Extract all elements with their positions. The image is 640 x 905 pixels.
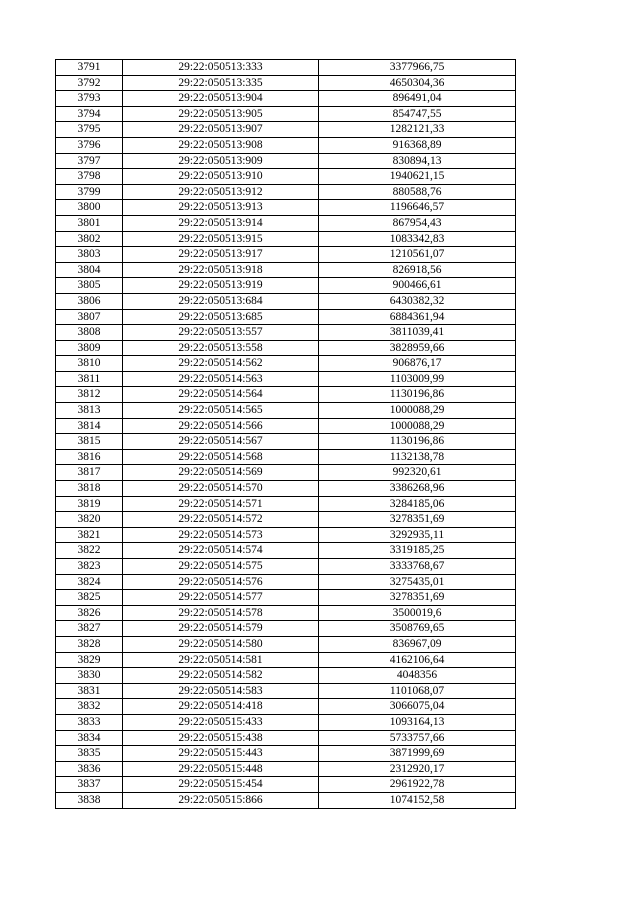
value-cell: 3508769,65 bbox=[319, 621, 516, 637]
value-cell: 3377966,75 bbox=[319, 60, 516, 76]
cadastral-number-cell: 29:22:050514:574 bbox=[123, 543, 319, 559]
table-row bbox=[56, 91, 516, 107]
row-number-cell: 3808 bbox=[56, 325, 123, 341]
value-cell: 3811039,41 bbox=[319, 325, 516, 341]
cadastral-number-cell: 29:22:050513:915 bbox=[123, 231, 319, 247]
table-row bbox=[56, 621, 516, 637]
table-row bbox=[56, 434, 516, 450]
row-number-cell: 3797 bbox=[56, 153, 123, 169]
value-cell: 4162106,64 bbox=[319, 652, 516, 668]
value-cell: 3278351,69 bbox=[319, 590, 516, 606]
value-cell: 880588,76 bbox=[319, 184, 516, 200]
value-cell: 6430382,32 bbox=[319, 293, 516, 309]
row-number-cell: 3815 bbox=[56, 434, 123, 450]
cadastral-number-cell: 29:22:050514:563 bbox=[123, 371, 319, 387]
value-cell: 3066075,04 bbox=[319, 699, 516, 715]
row-number-cell: 3796 bbox=[56, 137, 123, 153]
row-number-cell: 3805 bbox=[56, 278, 123, 294]
table-row bbox=[56, 777, 516, 793]
value-cell: 830894,13 bbox=[319, 153, 516, 169]
value-cell: 900466,61 bbox=[319, 278, 516, 294]
cadastral-number-cell: 29:22:050514:568 bbox=[123, 449, 319, 465]
row-number-cell: 3811 bbox=[56, 371, 123, 387]
value-cell: 906876,17 bbox=[319, 356, 516, 372]
value-cell: 3500019,6 bbox=[319, 605, 516, 621]
cadastral-number-cell: 29:22:050515:448 bbox=[123, 761, 319, 777]
value-cell: 1130196,86 bbox=[319, 387, 516, 403]
row-number-cell: 3810 bbox=[56, 356, 123, 372]
cadastral-number-cell: 29:22:050513:904 bbox=[123, 91, 319, 107]
value-cell: 992320,61 bbox=[319, 465, 516, 481]
value-cell: 2961922,78 bbox=[319, 777, 516, 793]
cadastral-number-cell: 29:22:050514:579 bbox=[123, 621, 319, 637]
cadastral-number-cell: 29:22:050514:576 bbox=[123, 574, 319, 590]
cadastral-number-cell: 29:22:050514:564 bbox=[123, 387, 319, 403]
cadastral-number-cell: 29:22:050514:566 bbox=[123, 418, 319, 434]
value-cell: 3292935,11 bbox=[319, 527, 516, 543]
table-row bbox=[56, 340, 516, 356]
table-row bbox=[56, 60, 516, 76]
cadastral-number-cell: 29:22:050515:866 bbox=[123, 792, 319, 808]
cadastral-number-cell: 29:22:050514:570 bbox=[123, 481, 319, 497]
row-number-cell: 3832 bbox=[56, 699, 123, 715]
table-row bbox=[56, 761, 516, 777]
row-number-cell: 3824 bbox=[56, 574, 123, 590]
row-number-cell: 3814 bbox=[56, 418, 123, 434]
cadastral-number-cell: 29:22:050513:914 bbox=[123, 215, 319, 231]
cadastral-number-cell: 29:22:050513:905 bbox=[123, 106, 319, 122]
table-row bbox=[56, 75, 516, 91]
table-row bbox=[56, 169, 516, 185]
table-row bbox=[56, 449, 516, 465]
cadastral-value-table bbox=[55, 59, 516, 809]
row-number-cell: 3818 bbox=[56, 481, 123, 497]
row-number-cell: 3799 bbox=[56, 184, 123, 200]
value-cell: 1196646,57 bbox=[319, 200, 516, 216]
table-row bbox=[56, 309, 516, 325]
value-cell: 1103009,99 bbox=[319, 371, 516, 387]
cadastral-number-cell: 29:22:050513:558 bbox=[123, 340, 319, 356]
table-row bbox=[56, 356, 516, 372]
table-row bbox=[56, 527, 516, 543]
cadastral-number-cell: 29:22:050513:557 bbox=[123, 325, 319, 341]
value-cell: 4048356 bbox=[319, 668, 516, 684]
row-number-cell: 3792 bbox=[56, 75, 123, 91]
cadastral-number-cell: 29:22:050514:577 bbox=[123, 590, 319, 606]
table-row bbox=[56, 746, 516, 762]
cadastral-number-cell: 29:22:050514:573 bbox=[123, 527, 319, 543]
row-number-cell: 3823 bbox=[56, 559, 123, 575]
cadastral-number-cell: 29:22:050513:912 bbox=[123, 184, 319, 200]
row-number-cell: 3834 bbox=[56, 730, 123, 746]
row-number-cell: 3801 bbox=[56, 215, 123, 231]
cadastral-number-cell: 29:22:050513:919 bbox=[123, 278, 319, 294]
cadastral-number-cell: 29:22:050515:438 bbox=[123, 730, 319, 746]
row-number-cell: 3825 bbox=[56, 590, 123, 606]
row-number-cell: 3798 bbox=[56, 169, 123, 185]
value-cell: 2312920,17 bbox=[319, 761, 516, 777]
cadastral-number-cell: 29:22:050513:917 bbox=[123, 247, 319, 263]
row-number-cell: 3793 bbox=[56, 91, 123, 107]
row-number-cell: 3804 bbox=[56, 262, 123, 278]
value-cell: 1000088,29 bbox=[319, 418, 516, 434]
value-cell: 1000088,29 bbox=[319, 403, 516, 419]
value-cell: 5733757,66 bbox=[319, 730, 516, 746]
table-row bbox=[56, 153, 516, 169]
table-row bbox=[56, 792, 516, 808]
cadastral-number-cell: 29:22:050514:580 bbox=[123, 636, 319, 652]
row-number-cell: 3822 bbox=[56, 543, 123, 559]
document-table-container bbox=[55, 59, 515, 809]
table-row bbox=[56, 636, 516, 652]
value-cell: 916368,89 bbox=[319, 137, 516, 153]
table-row bbox=[56, 278, 516, 294]
row-number-cell: 3802 bbox=[56, 231, 123, 247]
value-cell: 4650304,36 bbox=[319, 75, 516, 91]
row-number-cell: 3803 bbox=[56, 247, 123, 263]
table-row bbox=[56, 714, 516, 730]
row-number-cell: 3806 bbox=[56, 293, 123, 309]
table-row bbox=[56, 325, 516, 341]
row-number-cell: 3816 bbox=[56, 449, 123, 465]
cadastral-number-cell: 29:22:050514:562 bbox=[123, 356, 319, 372]
cadastral-number-cell: 29:22:050515:454 bbox=[123, 777, 319, 793]
value-cell: 1101068,07 bbox=[319, 683, 516, 699]
table-row bbox=[56, 559, 516, 575]
value-cell: 3333768,67 bbox=[319, 559, 516, 575]
row-number-cell: 3829 bbox=[56, 652, 123, 668]
row-number-cell: 3800 bbox=[56, 200, 123, 216]
row-number-cell: 3812 bbox=[56, 387, 123, 403]
table-row bbox=[56, 683, 516, 699]
row-number-cell: 3836 bbox=[56, 761, 123, 777]
row-number-cell: 3817 bbox=[56, 465, 123, 481]
table-row bbox=[56, 418, 516, 434]
cadastral-number-cell: 29:22:050513:918 bbox=[123, 262, 319, 278]
table-row bbox=[56, 371, 516, 387]
cadastral-number-cell: 29:22:050515:433 bbox=[123, 714, 319, 730]
cadastral-number-cell: 29:22:050513:913 bbox=[123, 200, 319, 216]
table-row bbox=[56, 184, 516, 200]
value-cell: 3284185,06 bbox=[319, 496, 516, 512]
table-row bbox=[56, 247, 516, 263]
table-row bbox=[56, 543, 516, 559]
value-cell: 1130196,86 bbox=[319, 434, 516, 450]
value-cell: 1132138,78 bbox=[319, 449, 516, 465]
row-number-cell: 3833 bbox=[56, 714, 123, 730]
table-row bbox=[56, 668, 516, 684]
cadastral-number-cell: 29:22:050513:910 bbox=[123, 169, 319, 185]
value-cell: 867954,43 bbox=[319, 215, 516, 231]
table-row bbox=[56, 574, 516, 590]
table-row bbox=[56, 465, 516, 481]
table-row bbox=[56, 122, 516, 138]
row-number-cell: 3838 bbox=[56, 792, 123, 808]
table-row bbox=[56, 481, 516, 497]
table-body bbox=[56, 60, 516, 809]
value-cell: 3828959,66 bbox=[319, 340, 516, 356]
table-row bbox=[56, 403, 516, 419]
value-cell: 1074152,58 bbox=[319, 792, 516, 808]
table-row bbox=[56, 652, 516, 668]
row-number-cell: 3827 bbox=[56, 621, 123, 637]
row-number-cell: 3820 bbox=[56, 512, 123, 528]
row-number-cell: 3826 bbox=[56, 605, 123, 621]
cadastral-number-cell: 29:22:050513:335 bbox=[123, 75, 319, 91]
row-number-cell: 3830 bbox=[56, 668, 123, 684]
cadastral-number-cell: 29:22:050514:571 bbox=[123, 496, 319, 512]
value-cell: 6884361,94 bbox=[319, 309, 516, 325]
value-cell: 3278351,69 bbox=[319, 512, 516, 528]
table-row bbox=[56, 699, 516, 715]
cadastral-number-cell: 29:22:050513:909 bbox=[123, 153, 319, 169]
row-number-cell: 3819 bbox=[56, 496, 123, 512]
table-row bbox=[56, 387, 516, 403]
cadastral-number-cell: 29:22:050514:582 bbox=[123, 668, 319, 684]
table-row bbox=[56, 106, 516, 122]
row-number-cell: 3828 bbox=[56, 636, 123, 652]
table-row bbox=[56, 231, 516, 247]
value-cell: 3275435,01 bbox=[319, 574, 516, 590]
row-number-cell: 3794 bbox=[56, 106, 123, 122]
value-cell: 896491,04 bbox=[319, 91, 516, 107]
cadastral-number-cell: 29:22:050514:581 bbox=[123, 652, 319, 668]
row-number-cell: 3821 bbox=[56, 527, 123, 543]
value-cell: 826918,56 bbox=[319, 262, 516, 278]
table-row bbox=[56, 730, 516, 746]
table-row bbox=[56, 496, 516, 512]
cadastral-number-cell: 29:22:050514:575 bbox=[123, 559, 319, 575]
cadastral-number-cell: 29:22:050514:572 bbox=[123, 512, 319, 528]
row-number-cell: 3795 bbox=[56, 122, 123, 138]
row-number-cell: 3831 bbox=[56, 683, 123, 699]
value-cell: 1083342,83 bbox=[319, 231, 516, 247]
cadastral-number-cell: 29:22:050514:418 bbox=[123, 699, 319, 715]
cadastral-number-cell: 29:22:050513:908 bbox=[123, 137, 319, 153]
cadastral-number-cell: 29:22:050514:578 bbox=[123, 605, 319, 621]
row-number-cell: 3813 bbox=[56, 403, 123, 419]
value-cell: 3319185,25 bbox=[319, 543, 516, 559]
table-row bbox=[56, 200, 516, 216]
row-number-cell: 3791 bbox=[56, 60, 123, 76]
row-number-cell: 3835 bbox=[56, 746, 123, 762]
table-row bbox=[56, 512, 516, 528]
table-row bbox=[56, 137, 516, 153]
cadastral-number-cell: 29:22:050514:583 bbox=[123, 683, 319, 699]
row-number-cell: 3837 bbox=[56, 777, 123, 793]
value-cell: 1940621,15 bbox=[319, 169, 516, 185]
table-row bbox=[56, 293, 516, 309]
value-cell: 1282121,33 bbox=[319, 122, 516, 138]
cadastral-number-cell: 29:22:050514:569 bbox=[123, 465, 319, 481]
table-row bbox=[56, 262, 516, 278]
value-cell: 836967,09 bbox=[319, 636, 516, 652]
table-row bbox=[56, 590, 516, 606]
cadastral-number-cell: 29:22:050514:565 bbox=[123, 403, 319, 419]
value-cell: 854747,55 bbox=[319, 106, 516, 122]
cadastral-number-cell: 29:22:050515:443 bbox=[123, 746, 319, 762]
value-cell: 1093164,13 bbox=[319, 714, 516, 730]
value-cell: 3386268,96 bbox=[319, 481, 516, 497]
row-number-cell: 3807 bbox=[56, 309, 123, 325]
value-cell: 1210561,07 bbox=[319, 247, 516, 263]
cadastral-number-cell: 29:22:050513:684 bbox=[123, 293, 319, 309]
cadastral-number-cell: 29:22:050513:907 bbox=[123, 122, 319, 138]
cadastral-number-cell: 29:22:050514:567 bbox=[123, 434, 319, 450]
cadastral-number-cell: 29:22:050513:685 bbox=[123, 309, 319, 325]
cadastral-number-cell: 29:22:050513:333 bbox=[123, 60, 319, 76]
value-cell: 3871999,69 bbox=[319, 746, 516, 762]
table-row bbox=[56, 215, 516, 231]
row-number-cell: 3809 bbox=[56, 340, 123, 356]
table-row bbox=[56, 605, 516, 621]
